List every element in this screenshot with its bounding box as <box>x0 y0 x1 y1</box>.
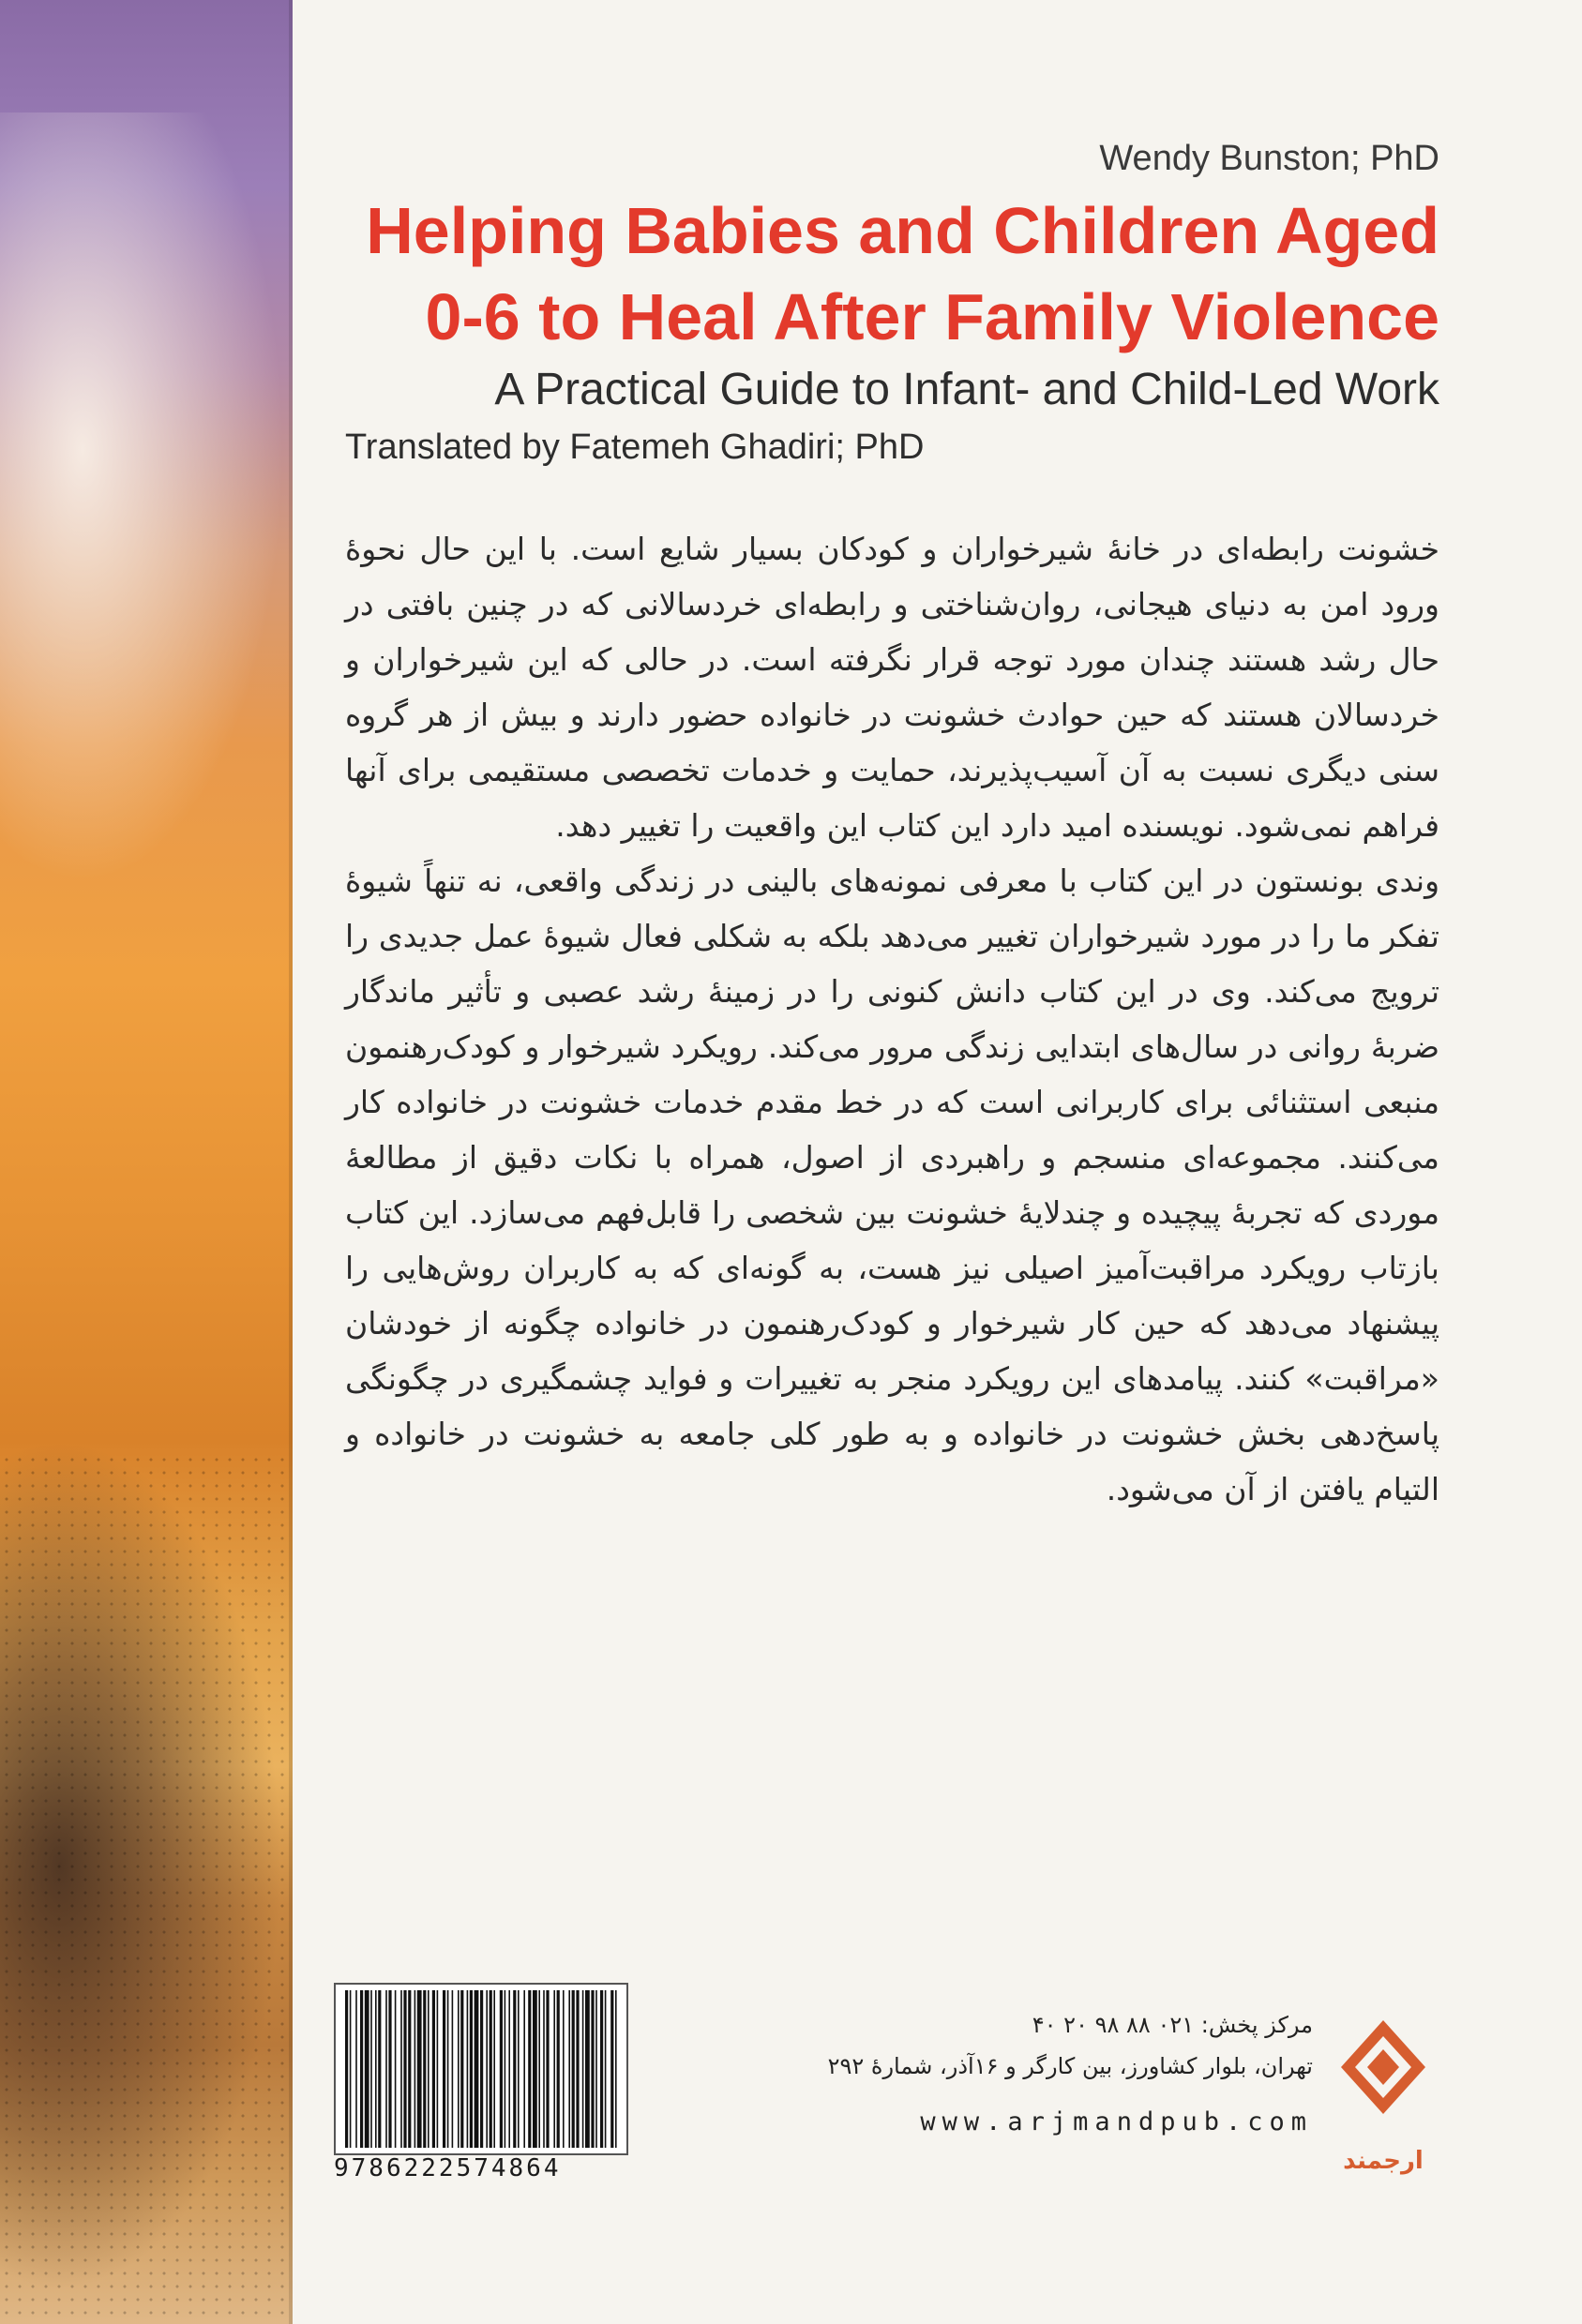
barcode-bar <box>417 1990 422 2148</box>
barcode-bar <box>585 1990 590 2148</box>
barcode-bar <box>443 1990 445 2148</box>
barcode-bar <box>400 1990 402 2148</box>
barcode-bar <box>460 1990 463 2148</box>
barcode-bar <box>470 1990 473 2148</box>
barcode-bar <box>365 1990 369 2148</box>
barcode-bar <box>493 1990 495 2148</box>
barcode-bar <box>452 1990 454 2148</box>
barcode-bar <box>345 1990 348 2148</box>
spine-edge <box>289 0 293 2324</box>
barcode-bar <box>568 1990 570 2148</box>
barcode-bar <box>595 1990 597 2148</box>
barcode-bar <box>523 1990 525 2148</box>
barcode-bar <box>543 1990 545 2148</box>
book-title <box>314 187 1439 360</box>
barcode-bars <box>343 1990 619 2150</box>
barcode-bar <box>414 1990 416 2148</box>
barcode-bar <box>546 1990 549 2148</box>
barcode-bar <box>518 1990 520 2148</box>
barcode-bar <box>437 1990 439 2148</box>
barcode-bar <box>505 1990 506 2148</box>
halftone-pattern <box>0 1453 293 2324</box>
barcode-bar <box>500 1990 503 2148</box>
barcode-bar <box>458 1990 460 2148</box>
photo-highlight <box>0 112 293 956</box>
blurb <box>345 521 1439 1517</box>
barcode-bar <box>403 1990 406 2148</box>
barcode-bar <box>582 1990 584 2148</box>
barcode-bar <box>572 1990 575 2148</box>
author-name: Wendy Bunston; PhD <box>1099 139 1439 178</box>
barcode-bar <box>360 1990 363 2148</box>
isbn-number: 9786222574864 <box>334 2154 562 2182</box>
barcode-bar <box>610 1990 613 2148</box>
barcode-bar <box>533 1990 537 2148</box>
barcode-bar <box>385 1990 387 2148</box>
barcode-bar <box>553 1990 555 2148</box>
barcode-bar <box>355 1990 357 2148</box>
barcode-bar <box>486 1990 488 2148</box>
barcode-bar <box>388 1990 391 2148</box>
blurb-paragraph-1: خشونت رابطه‌ای در خانهٔ شیرخواران و کودکان بسیار شایع است. با این حال نحوهٔ ورود امن به دنیای هیجانی، روان‌شناختی و رابطه‌ای خردسالانی که در چنین بافتی در حال رشد هستند چندان مورد توجه قرار نگرفته است. در حالی که این شیرخواران و خردسالان هستند که حین حوادث خشونت در خانواده حضور دارند و بیش از هر گروه سنی دیگری نسبت به آن آسیب‌پذیرند، حمایت و خدمات تخصصی مستقیمی برای آنها فراهم نمی‌شود. نویسنده امید دارد این کتاب این واقعیت را تغییر دهد. <box>345 531 1439 844</box>
barcode-bar <box>370 1990 372 2148</box>
barcode-bar <box>432 1990 435 2148</box>
barcode-bar <box>408 1990 411 2148</box>
barcode-bar <box>615 1990 617 2148</box>
barcode-bar <box>467 1990 469 2148</box>
publisher-website: www.arjmandpub.com <box>920 2107 1313 2137</box>
barcode-bar <box>378 1990 381 2148</box>
barcode-bar <box>447 1990 449 2148</box>
blurb-paragraph-2: وندی بونستون در این کتاب با معرفی نمونه‌های بالینی در زندگی واقعی، نه تنهاً شیوهٔ تفکر ما را در مورد شیرخواران تغییر می‌دهد بلکه به شکلی فعال شیوهٔ عمل جدیدی را ترویج می‌کند. وی در این کتاب دانش کنونی را در زمینهٔ رشد عصبی و تأثیر ماندگار ضربهٔ روانی در سال‌های ابتدایی زندگی مرور می‌کند. رویکرد شیرخوار و کودک‌رهنمون منبعی استثنائی برای کاربرانی است که در خط مقدم خدمات خشونت در خانواده کار می‌کنند. مجموعه‌ای منسجم و راهبردی از اصول، همراه با نکات دقیق از مطالعهٔ موردی که تجربهٔ پیچیده و چندلایهٔ خشونت بین شخصی را قابل‌فهم می‌سازد. این کتاب بازتاب رویکرد مراقبت‌آمیز اصیلی نیز هست، به گونه‌ای که به کاربران روش‌هایی را پیشنهاد می‌دهد که حین کار شیرخوار و کودک‌رهنمون در خانواده چگونه از خودشان «مراقبت» کنند. پیامدهای این رویکرد منجر به تغییرات و فواید چشمگیری در چگونگی پاسخ‌دهی بخش خشونت در خانواده و به طور کلی جامعه به خشونت در خانواده و التیام یافتن از آن می‌شود. <box>345 862 1439 1507</box>
title-line-2: 0-6 to Heal After Family Violence <box>425 280 1439 353</box>
barcode-bar <box>576 1990 579 2148</box>
barcode-bar <box>591 1990 594 2148</box>
publisher-address: تهران، بلوار کشاورز، بین کارگر و ۱۶آذر، شمارهٔ ۲۹۲ <box>827 2053 1313 2079</box>
barcode-bar <box>490 1990 492 2148</box>
barcode-bar <box>475 1990 479 2148</box>
barcode-bar <box>480 1990 483 2148</box>
barcode-bar <box>508 1990 510 2148</box>
barcode-bar <box>423 1990 426 2148</box>
barcode-bar <box>605 1990 607 2148</box>
translator-credit: Translated by Fatemeh Ghadiri; PhD <box>345 427 925 467</box>
distribution-phone: مرکز پخش: ۰۲۱ ۸۸ ۹۸ ۲۰ ۴۰ <box>1032 2012 1313 2038</box>
cover-photo-strip <box>0 0 293 2324</box>
title-line-1: Helping Babies and Children Aged <box>366 194 1439 267</box>
barcode-bar <box>513 1990 516 2148</box>
barcode-bar <box>428 1990 429 2148</box>
barcode-bar <box>528 1990 531 2148</box>
barcode-bar <box>563 1990 565 2148</box>
barcode-bar <box>557 1990 560 2148</box>
barcode <box>334 1983 628 2155</box>
barcode-bar <box>375 1990 377 2148</box>
publisher-info <box>825 2004 1313 2087</box>
book-subtitle: A Practical Guide to Infant- and Child-Led Work <box>494 365 1439 414</box>
publisher-name: ارجمند <box>1343 2147 1424 2175</box>
barcode-bar <box>350 1990 352 2148</box>
barcode-bar <box>600 1990 603 2148</box>
barcode-bar <box>395 1990 397 2148</box>
barcode-bar <box>538 1990 540 2148</box>
publisher-logo-icon <box>1336 2016 1430 2142</box>
